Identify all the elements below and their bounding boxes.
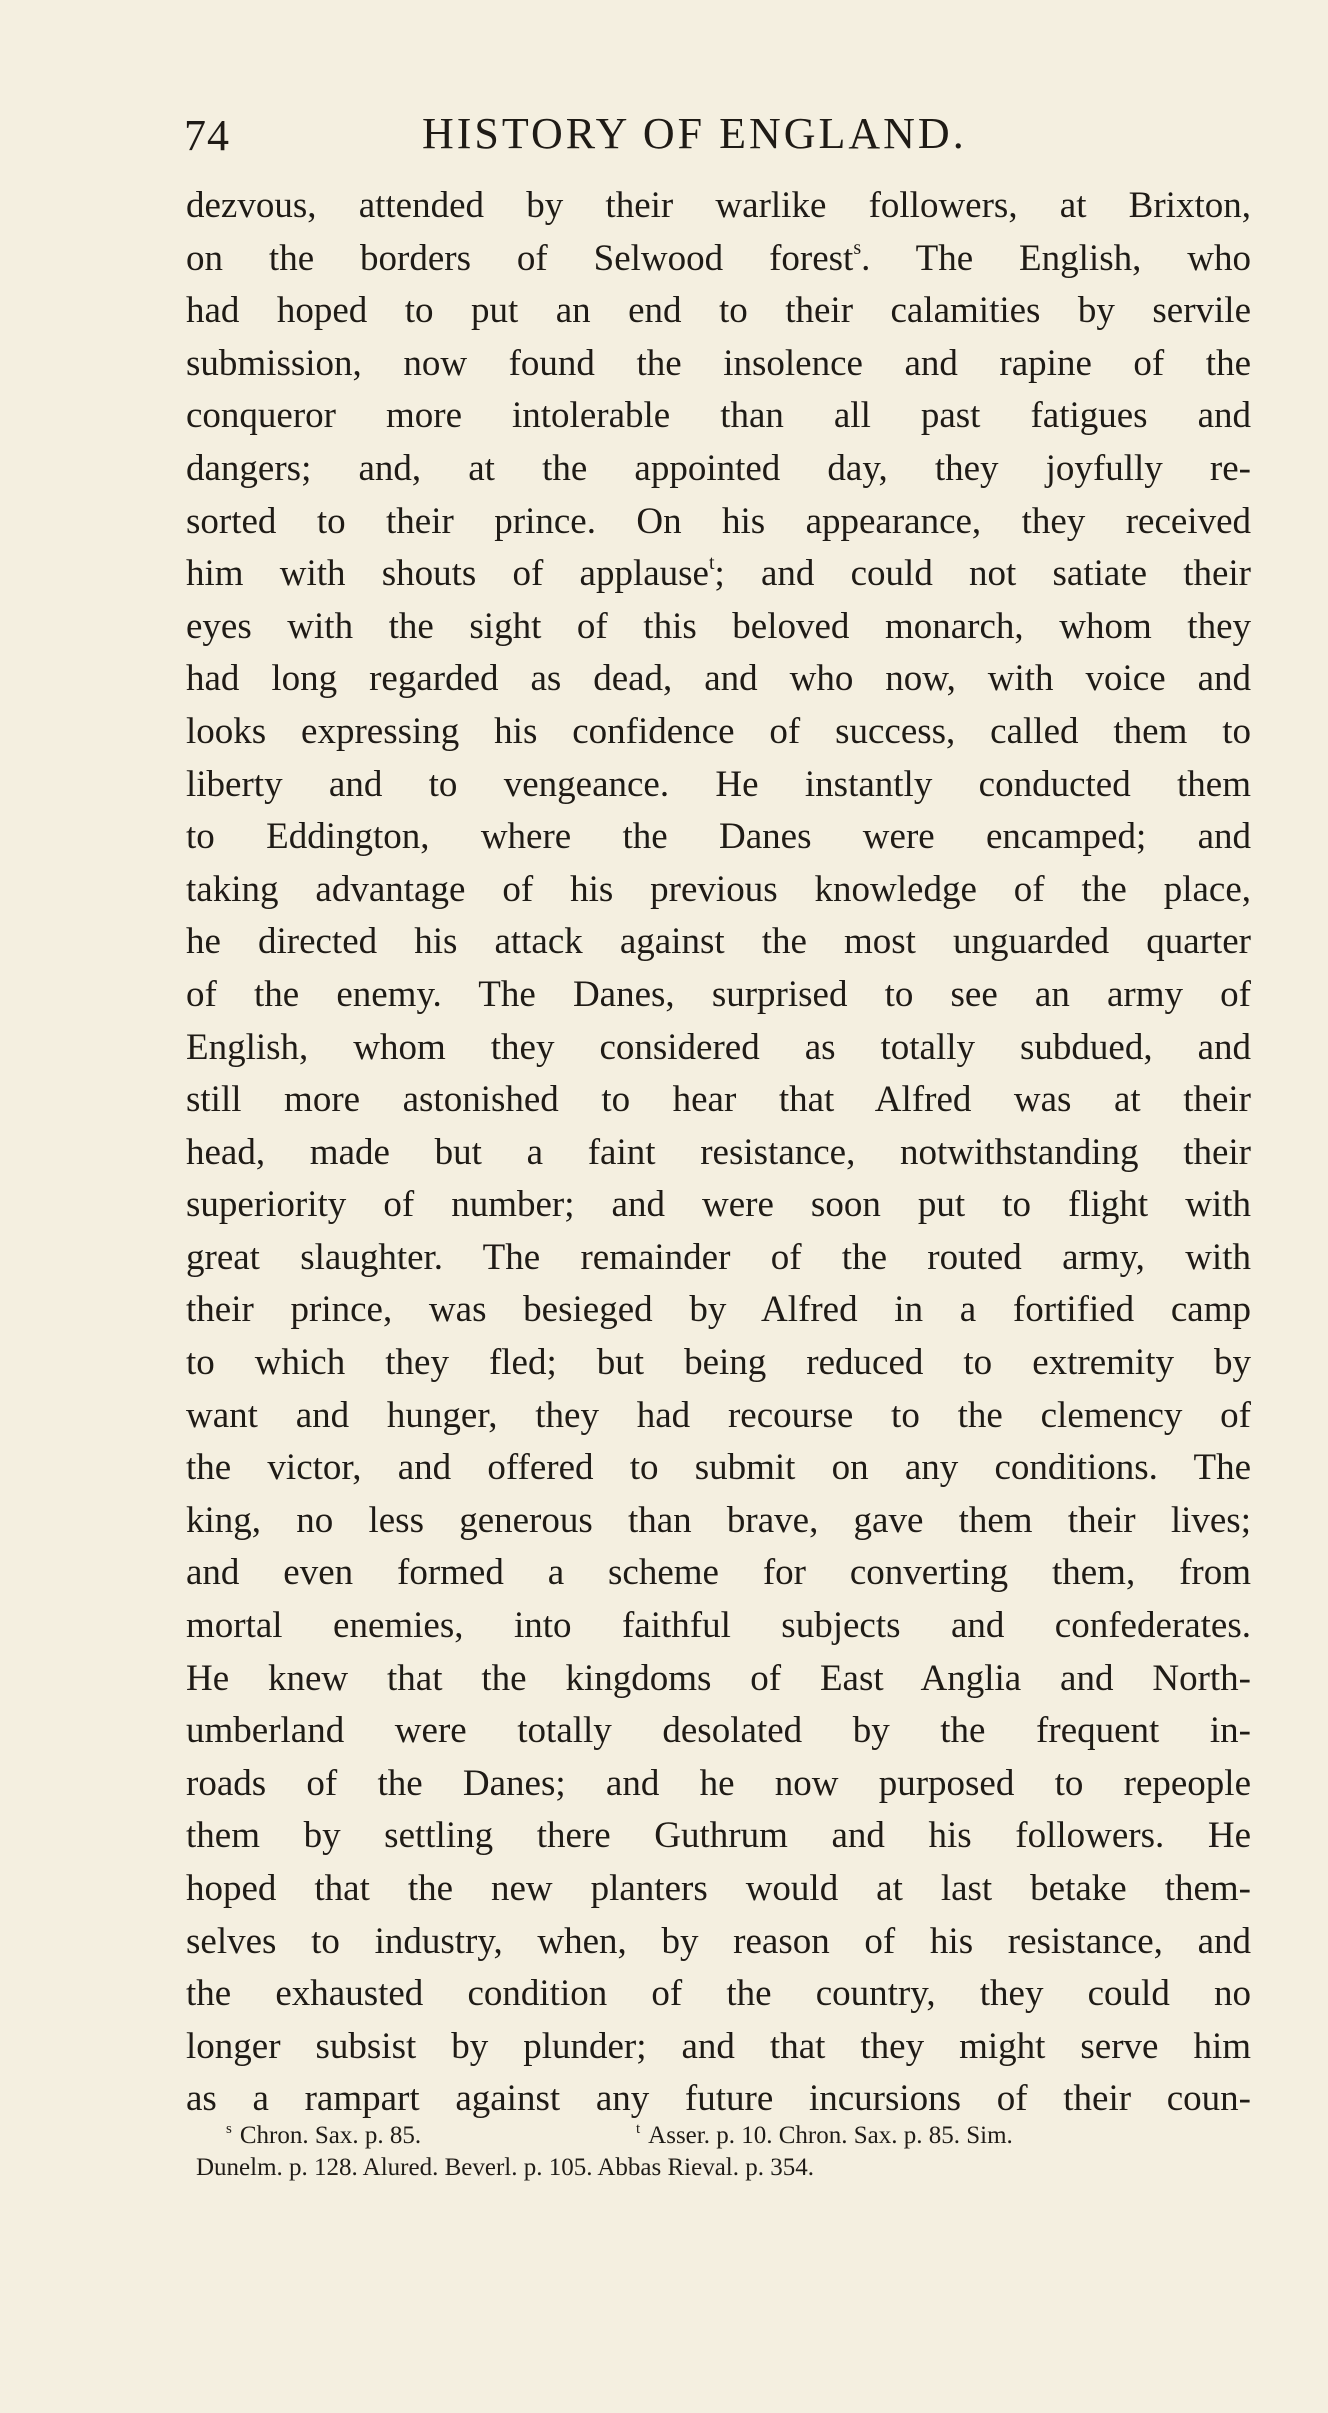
text-line: submission, now found the insolence and rapine of the: [186, 342, 1251, 384]
text-line: as a rampart against any future incursions of their coun-: [186, 2078, 1251, 2120]
text-line: eyes with the sight of this beloved monarch, whom they: [186, 605, 1251, 647]
text-line: dezvous, attended by their warlike followers, at Brixton,: [186, 185, 1251, 226]
footnotes: [196, 2120, 1266, 2184]
text-line: [186, 548, 1251, 601]
footnote-s-text: Chron. Sax. p. 85.: [239, 2122, 422, 2149]
footnote-ref-s: s: [853, 236, 862, 259]
text-line: had hoped to put an end to their calamities by servile: [186, 290, 1251, 332]
text-line: to Eddington, where the Danes were encamped; and: [186, 816, 1251, 858]
text-line-part: ; and could not satiate their: [714, 553, 1251, 595]
footnote-line: [196, 2120, 1266, 2152]
text-line-part: . The English, who: [861, 237, 1251, 279]
text-line: the victor, and offered to submit on any conditions. The: [186, 1447, 1251, 1489]
text-line-part: him with shouts of applause: [186, 553, 709, 595]
text-line: He knew that the kingdoms of East Anglia and North-: [186, 1657, 1251, 1699]
text-line: of the enemy. The Danes, surprised to see an army of: [186, 973, 1251, 1015]
text-line: want and hunger, they had recourse to the clemency of: [186, 1394, 1251, 1436]
text-line: superiority of number; and were soon put to flight with: [186, 1184, 1251, 1226]
text-line: to which they fled; but being reduced to extremity by: [186, 1342, 1251, 1384]
text-line: mortal enemies, into faithful subjects and confederates.: [186, 1605, 1251, 1647]
text-line: sorted to their prince. On his appearance, they received: [186, 500, 1251, 542]
footnote-mark-t: t: [636, 2121, 641, 2137]
footnote-line: Dunelm. p. 128. Alured. Beverl. p. 105. Abbas Rieval. p. 354.: [196, 2154, 814, 2181]
footnote-t-text: Asser. p. 10. Chron. Sax. p. 85. Sim.: [648, 2122, 1013, 2149]
text-line: longer subsist by plunder; and that they might serve him: [186, 2025, 1251, 2067]
footnote-ref-t: t: [708, 552, 715, 575]
text-line: selves to industry, when, by reason of his resistance, and: [186, 1920, 1251, 1962]
text-line: king, no less generous than brave, gave them their lives;: [186, 1499, 1251, 1541]
text-line: taking advantage of his previous knowledge of the place,: [186, 868, 1251, 910]
page-number: 74: [184, 111, 230, 160]
page-header: [184, 100, 1024, 160]
text-line: liberty and to vengeance. He instantly conducted them: [186, 763, 1251, 805]
text-line: their prince, was besieged by Alfred in a fortified camp: [186, 1289, 1251, 1331]
text-line: hoped that the new planters would at last betake them-: [186, 1868, 1251, 1909]
text-line: umberland were totally desolated by the frequent in-: [186, 1710, 1251, 1752]
footnote-t: [636, 2122, 1013, 2149]
text-line: and even formed a scheme for converting them, from: [186, 1552, 1251, 1594]
text-line: had long regarded as dead, and who now, with voice and: [186, 658, 1251, 700]
footnote-mark-s: s: [226, 2121, 232, 2137]
text-line-part: on the borders of Selwood forest: [186, 237, 854, 279]
text-line: [186, 233, 1251, 286]
text-line: head, made but a faint resistance, notwithstanding their: [186, 1131, 1251, 1173]
text-line: roads of the Danes; and he now purposed to repeople: [186, 1762, 1251, 1804]
body-text: [186, 180, 1251, 2126]
text-line: them by settling there Guthrum and his followers. He: [186, 1815, 1251, 1857]
text-line: looks expressing his confidence of success, called them to: [186, 710, 1251, 752]
footnote-s: [196, 2120, 636, 2152]
text-line: English, whom they considered as totally subdued, and: [186, 1026, 1251, 1068]
text-line: still more astonished to hear that Alfred was at their: [186, 1079, 1251, 1121]
running-title: HISTORY OF ENGLAND.: [422, 109, 967, 158]
text-line: great slaughter. The remainder of the routed army, with: [186, 1236, 1251, 1278]
text-line: dangers; and, at the appointed day, they joyfully re-: [186, 447, 1251, 489]
text-line: the exhausted condition of the country, they could no: [186, 1973, 1251, 2015]
text-line: conqueror more intolerable than all past fatigues and: [186, 395, 1251, 437]
text-line: he directed his attack against the most unguarded quarter: [186, 921, 1251, 963]
